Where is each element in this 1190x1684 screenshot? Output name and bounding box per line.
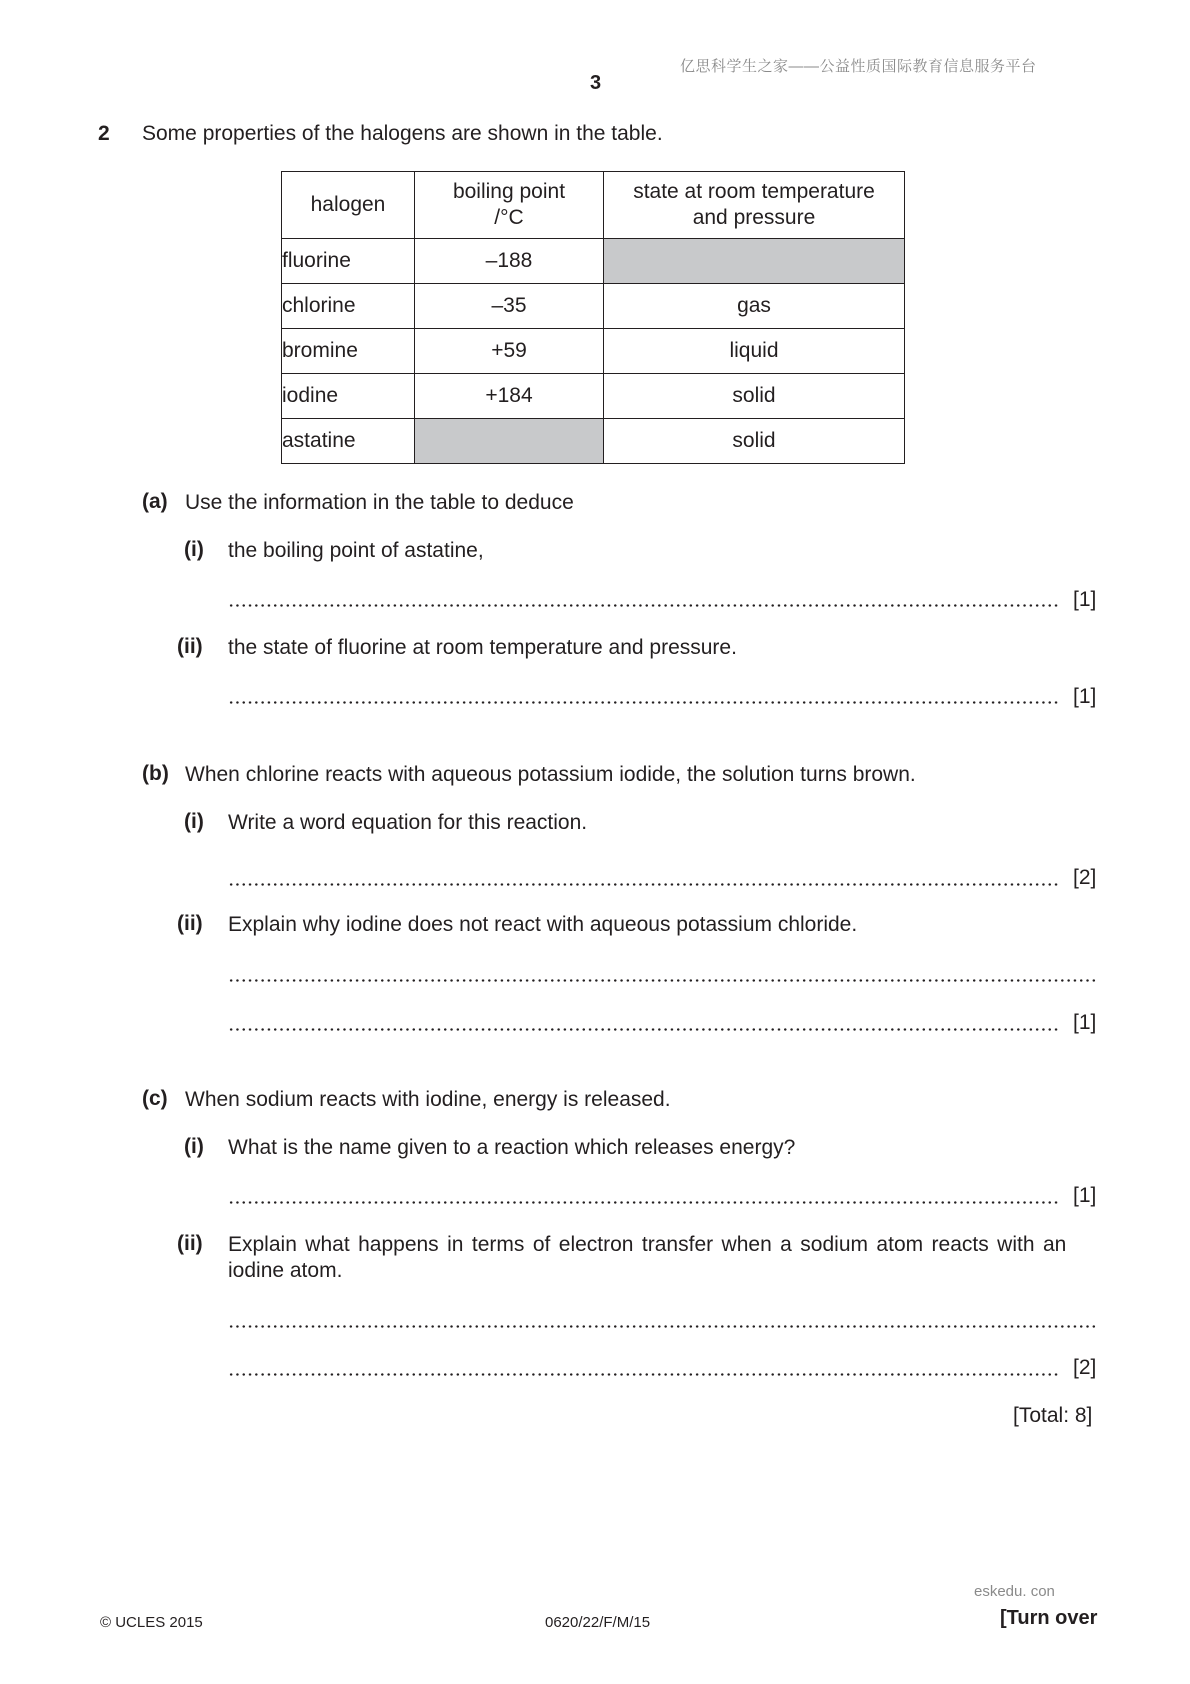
answer-line[interactable]: [228, 604, 1060, 607]
cell-state: liquid: [604, 329, 905, 374]
part-b-ii-label: (ii): [177, 912, 203, 935]
table-row: [282, 284, 905, 329]
header-bp-line1: boiling point: [452, 180, 566, 203]
cell-boiling-point: –188: [415, 239, 604, 284]
part-a-i-text: the boiling point of astatine,: [228, 539, 484, 562]
cell-halogen: chlorine: [282, 284, 415, 329]
part-b-text: When chlorine reacts with aqueous potassium iodide, the solution turns brown.: [185, 763, 916, 786]
cell-halogen: iodine: [282, 374, 415, 419]
header-halogen: [282, 172, 415, 239]
header-bp-line2: /°C: [494, 206, 524, 229]
answer-line[interactable]: [228, 1373, 1060, 1376]
part-b-label: (b): [142, 762, 169, 785]
header-halogen-text: halogen: [310, 193, 386, 216]
cell-boiling-point: –35: [415, 284, 604, 329]
part-a-ii-mark: [1]: [1073, 685, 1097, 708]
header-state: [604, 172, 905, 239]
part-b-ii-text: Explain why iodine does not react with aqueous potassium chloride.: [228, 913, 858, 936]
part-b-i-mark: [2]: [1073, 866, 1097, 889]
halogen-table: [281, 171, 905, 464]
page-number: 3: [590, 72, 602, 94]
footer-copyright: © UCLES 2015: [100, 1614, 203, 1631]
part-c-i-text: What is the name given to a reaction which releases energy?: [228, 1136, 796, 1159]
part-a-ii-label: (ii): [177, 635, 203, 658]
part-a-i-label: (i): [184, 538, 204, 561]
answer-line[interactable]: [228, 1028, 1060, 1031]
cell-halogen: bromine: [282, 329, 415, 374]
part-c-text: When sodium reacts with iodine, energy is released.: [185, 1088, 671, 1111]
answer-line[interactable]: [228, 1325, 1096, 1328]
question-intro: Some properties of the halogens are shown in the table.: [142, 122, 663, 145]
part-c-ii-label: (ii): [177, 1232, 203, 1255]
part-a-text: Use the information in the table to deduce: [185, 491, 574, 514]
answer-line[interactable]: [228, 701, 1060, 704]
cell-state: solid: [604, 419, 905, 464]
header-state-line2: and pressure: [692, 206, 816, 229]
footer-code: 0620/22/F/M/15: [545, 1614, 651, 1631]
total-marks: [Total: 8]: [1013, 1404, 1093, 1427]
cell-halogen: astatine: [282, 419, 415, 464]
cell-boiling-point-shaded: [415, 419, 604, 464]
question-number: 2: [98, 122, 110, 145]
cell-state: solid: [604, 374, 905, 419]
part-a-label: (a): [142, 490, 168, 513]
cell-state-shaded: [604, 239, 905, 284]
header-boiling-point: [415, 172, 604, 239]
turn-over: [Turn over: [1000, 1607, 1098, 1629]
part-a-i-mark: [1]: [1073, 588, 1097, 611]
table-row: [282, 419, 905, 464]
part-a-ii-text: the state of fluorine at room temperature and pressure.: [228, 636, 737, 659]
part-c-i-mark: [1]: [1073, 1184, 1097, 1207]
part-c-ii-mark: [2]: [1073, 1356, 1097, 1379]
table-row: [282, 329, 905, 374]
part-c-ii-text-line1: Explain what happens in terms of electron transfer when a sodium atom reacts with an: [228, 1233, 1067, 1256]
cell-halogen: fluorine: [282, 239, 415, 284]
part-b-ii-mark: [1]: [1073, 1011, 1097, 1034]
footer-site: eskedu. con: [974, 1583, 1055, 1600]
part-c-ii-text-line2: iodine atom.: [228, 1259, 343, 1282]
answer-line[interactable]: [228, 883, 1060, 886]
table-row: [282, 239, 905, 284]
part-c-i-label: (i): [184, 1135, 204, 1158]
cell-boiling-point: +59: [415, 329, 604, 374]
answer-line[interactable]: [228, 1201, 1060, 1204]
table-row: [282, 374, 905, 419]
part-b-i-label: (i): [184, 810, 204, 833]
table-header-row: [282, 172, 905, 239]
part-c-label: (c): [142, 1087, 168, 1110]
cell-boiling-point: +184: [415, 374, 604, 419]
header-watermark: 亿思科学生之家——公益性质国际教育信息服务平台: [680, 58, 1037, 75]
cell-state: gas: [604, 284, 905, 329]
header-state-line1: state at room temperature: [633, 180, 875, 203]
part-b-i-text: Write a word equation for this reaction.: [228, 811, 588, 834]
answer-line[interactable]: [228, 979, 1096, 982]
